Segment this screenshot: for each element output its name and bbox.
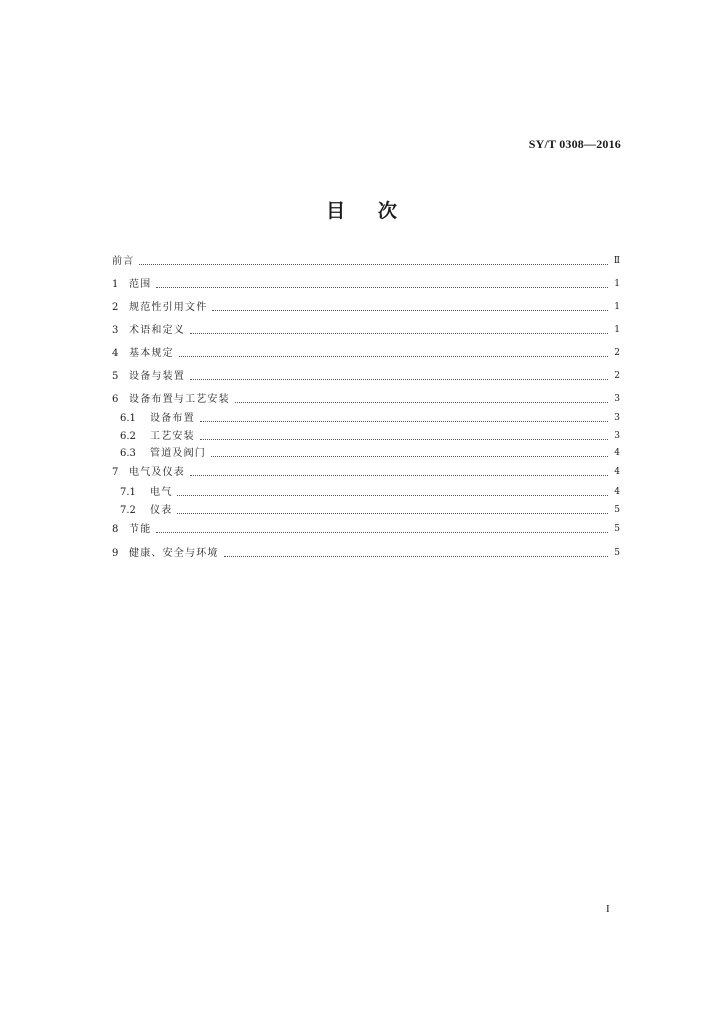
toc-entry-page: 1 bbox=[614, 279, 620, 289]
toc-leader-dots bbox=[235, 401, 608, 403]
toc-entry-number: 8 bbox=[112, 524, 119, 535]
toc-leader-dots bbox=[211, 455, 608, 457]
toc-entry-page: Ⅱ bbox=[613, 256, 620, 266]
toc-entry-label: 设备布置 bbox=[150, 413, 195, 424]
page-title-char-1: 目 bbox=[326, 200, 347, 222]
toc-entry-7-1[interactable] bbox=[120, 483, 620, 499]
toc-entry-number: 7.1 bbox=[120, 487, 136, 498]
page-title bbox=[0, 196, 724, 223]
toc-leader-dots bbox=[156, 531, 608, 533]
toc-entry-7[interactable] bbox=[112, 463, 620, 479]
page-title-char-2: 次 bbox=[377, 200, 398, 222]
toc-entry-label: 设备布置与工艺安装 bbox=[129, 394, 230, 405]
toc-entry-4[interactable] bbox=[112, 344, 620, 360]
toc-entry-number: 5 bbox=[112, 371, 119, 382]
toc-entry-page: 4 bbox=[614, 487, 620, 497]
toc-entry-label: 节能 bbox=[129, 524, 152, 535]
toc-entry-page: 3 bbox=[614, 431, 620, 441]
toc-leader-dots bbox=[200, 420, 608, 422]
toc-entry-page: 5 bbox=[614, 505, 620, 515]
toc-entry-label: 基本规定 bbox=[129, 348, 174, 359]
toc-entry-page: 1 bbox=[614, 325, 620, 335]
toc-leader-dots bbox=[190, 378, 608, 380]
toc-entry-1[interactable] bbox=[112, 275, 620, 291]
toc-entry-number: 6 bbox=[112, 394, 119, 405]
toc-entry-3[interactable] bbox=[112, 321, 620, 337]
toc-leader-dots bbox=[212, 309, 608, 311]
toc-entry-page: 5 bbox=[614, 524, 620, 534]
toc-entry-foreword[interactable] bbox=[112, 252, 620, 268]
toc-leader-dots bbox=[177, 494, 608, 496]
page-number: I bbox=[606, 903, 610, 915]
toc-entry-number: 6.1 bbox=[120, 413, 136, 424]
toc-entry-7-2[interactable] bbox=[120, 501, 620, 517]
toc-entry-number: 1 bbox=[112, 279, 119, 290]
toc-entry-page: 2 bbox=[614, 371, 620, 381]
toc-leader-dots bbox=[177, 512, 608, 514]
toc-leader-dots bbox=[139, 263, 608, 265]
standard-number: SY/T 0308—2016 bbox=[528, 137, 621, 151]
toc-entry-page: 5 bbox=[614, 548, 620, 558]
toc-entry-page: 3 bbox=[614, 394, 620, 404]
toc-entry-6-3[interactable] bbox=[120, 444, 620, 460]
toc-leader-dots bbox=[190, 474, 608, 476]
toc-entry-page: 4 bbox=[614, 467, 620, 477]
toc-entry-number: 6.3 bbox=[120, 448, 136, 459]
toc-entry-number: 7.2 bbox=[120, 505, 136, 516]
toc-entry-number: 4 bbox=[112, 348, 119, 359]
toc-entry-page: 4 bbox=[614, 448, 620, 458]
toc-entry-number: 7 bbox=[112, 467, 119, 478]
toc-entry-number: 6.2 bbox=[120, 431, 136, 442]
toc-entry-number: 9 bbox=[112, 548, 119, 559]
toc-entry-label: 管道及阀门 bbox=[150, 448, 206, 459]
toc-entry-label: 健康、安全与环境 bbox=[129, 548, 219, 559]
toc-entry-number: 2 bbox=[112, 302, 119, 313]
toc-entry-label: 设备与装置 bbox=[129, 371, 185, 382]
toc-entry-page: 1 bbox=[614, 302, 620, 312]
toc-entry-label: 工艺安装 bbox=[150, 431, 195, 442]
toc-leader-dots bbox=[179, 355, 608, 357]
toc-entry-9[interactable] bbox=[112, 544, 620, 560]
toc-entry-6-1[interactable] bbox=[120, 409, 620, 425]
toc-entry-label: 仪表 bbox=[150, 505, 173, 516]
toc-entry-label: 前言 bbox=[112, 256, 135, 267]
toc-entry-label: 电气 bbox=[150, 487, 173, 498]
toc-entry-label: 电气及仪表 bbox=[129, 467, 185, 478]
toc-entry-6-2[interactable] bbox=[120, 427, 620, 443]
toc-leader-dots bbox=[156, 286, 608, 288]
toc-leader-dots bbox=[224, 555, 608, 557]
toc-entry-label: 术语和定义 bbox=[129, 325, 185, 336]
toc-entry-8[interactable] bbox=[112, 520, 620, 536]
toc-entry-label: 范围 bbox=[129, 279, 152, 290]
toc-leader-dots bbox=[190, 332, 608, 334]
toc-entry-label: 规范性引用文件 bbox=[129, 302, 208, 313]
toc-entry-page: 3 bbox=[614, 413, 620, 423]
toc-entry-2[interactable] bbox=[112, 298, 620, 314]
toc-entry-number: 3 bbox=[112, 325, 119, 336]
toc-entry-5[interactable] bbox=[112, 367, 620, 383]
toc-entry-6[interactable] bbox=[112, 390, 620, 406]
toc-entry-page: 2 bbox=[614, 348, 620, 358]
toc-leader-dots bbox=[200, 438, 608, 440]
